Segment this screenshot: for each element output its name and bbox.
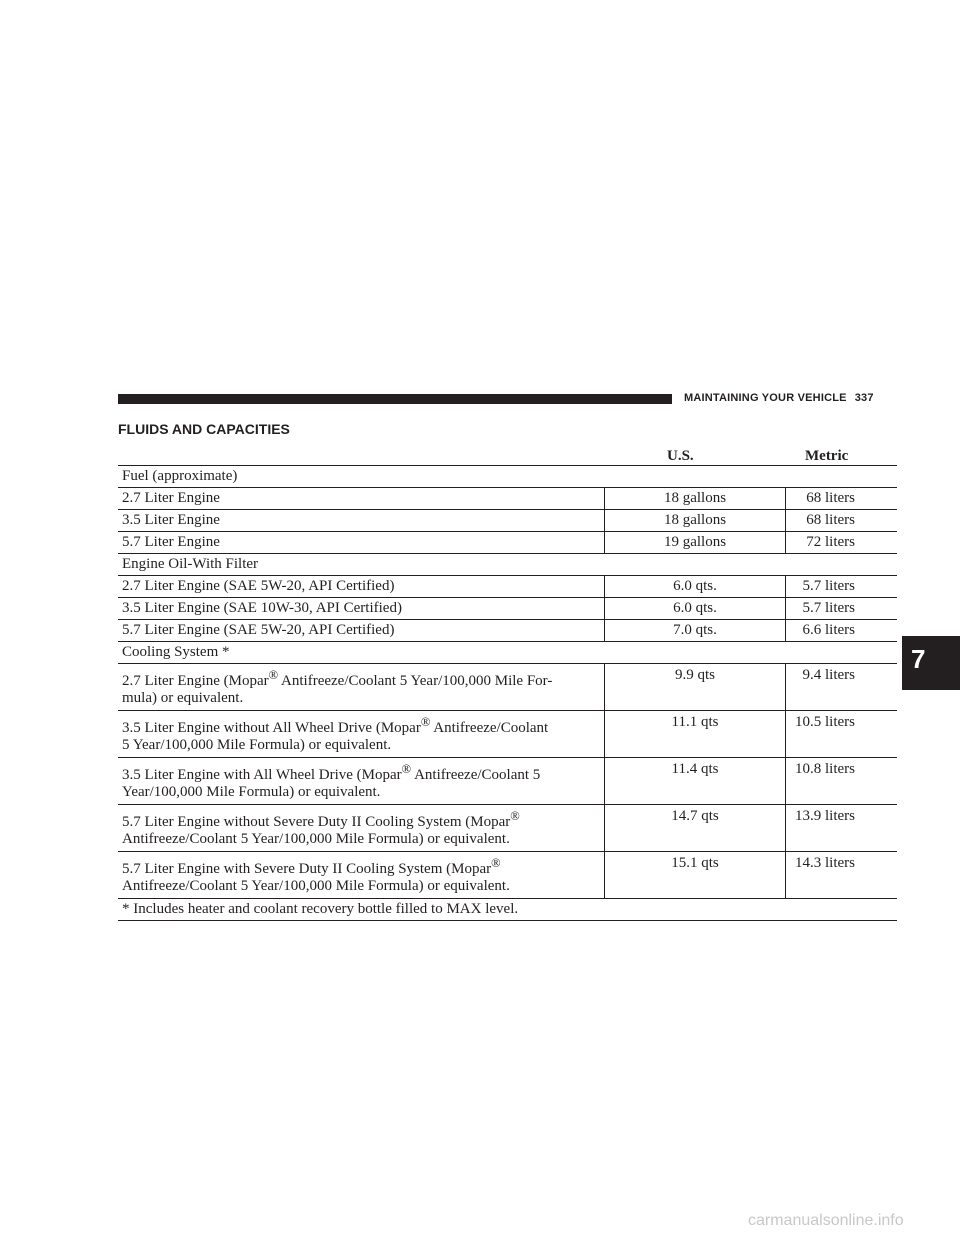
row-us-value: 11.1 qts: [605, 711, 786, 758]
row-label-part: Antifreeze/Coolant: [430, 720, 549, 736]
section-label-engine-oil: Engine Oil-With Filter: [118, 554, 897, 576]
row-metric-value: 68 liters: [786, 488, 898, 510]
section-title: FLUIDS AND CAPACITIES: [118, 421, 290, 437]
row-us-value: 14.7 qts: [605, 805, 786, 852]
table-row: [118, 488, 897, 510]
row-label: 2.7 Liter Engine: [118, 488, 605, 510]
row-metric-value: 5.7 liters: [786, 576, 898, 598]
capacities-table: [118, 466, 897, 921]
row-metric-value: 5.7 liters: [786, 598, 898, 620]
row-metric-value: 13.9 liters: [786, 805, 898, 852]
table-row: [118, 852, 897, 899]
table-row: [118, 664, 897, 711]
row-metric-value: 72 liters: [786, 532, 898, 554]
row-label-part: Antifreeze/Coolant 5: [411, 767, 541, 783]
row-label-part: 5.7 Liter Engine with Severe Duty II Cooling System (Mopar: [122, 861, 492, 877]
row-label: 2.7 Liter Engine (SAE 5W-20, API Certified): [118, 576, 605, 598]
registered-mark: ®: [510, 809, 520, 823]
row-label: 3.5 Liter Engine: [118, 510, 605, 532]
row-label-part: 2.7 Liter Engine (Mopar: [122, 673, 269, 689]
table-row: [118, 899, 897, 921]
table-row: [118, 510, 897, 532]
row-label: [118, 664, 605, 711]
row-label: [118, 852, 605, 899]
row-label-part: 3.5 Liter Engine with All Wheel Drive (Mopar: [122, 767, 402, 783]
row-metric-value: 14.3 liters: [786, 852, 898, 899]
row-label-part: Antifreeze/Coolant 5 Year/100,000 Mile Formula) or equivalent.: [122, 878, 510, 894]
table-row: [118, 576, 897, 598]
registered-mark: ®: [401, 762, 412, 776]
row-label: 3.5 Liter Engine (SAE 10W-30, API Certified): [118, 598, 605, 620]
table-row: [118, 554, 897, 576]
table-row: [118, 532, 897, 554]
row-us-value: 7.0 qts.: [605, 620, 786, 642]
row-us-value: 15.1 qts: [605, 852, 786, 899]
table-footnote: * Includes heater and coolant recovery bottle filled to MAX level.: [118, 899, 897, 921]
column-header-us: U.S.: [667, 448, 694, 464]
row-label: 5.7 Liter Engine (SAE 5W-20, API Certified): [118, 620, 605, 642]
chapter-number: 7: [911, 644, 926, 674]
table-row: [118, 805, 897, 852]
row-us-value: 11.4 qts: [605, 758, 786, 805]
running-header: [684, 392, 874, 404]
row-label: [118, 758, 605, 805]
header-rule-bar: [118, 394, 672, 404]
row-label: [118, 805, 605, 852]
table-row: [118, 711, 897, 758]
row-label-part: 5.7 Liter Engine without Severe Duty II Cooling System (Mopar: [122, 814, 511, 830]
row-label: 5.7 Liter Engine: [118, 532, 605, 554]
registered-mark: ®: [420, 715, 431, 729]
table-row: [118, 598, 897, 620]
table-row: [118, 466, 897, 488]
table-row: [118, 758, 897, 805]
row-label-part: mula) or equivalent.: [122, 690, 244, 706]
row-us-value: 18 gallons: [605, 510, 786, 532]
row-label-part: Antifreeze/Coolant 5 Year/100,000 Mile For-: [278, 673, 553, 689]
row-label-part: Antifreeze/Coolant 5 Year/100,000 Mile Formula) or equivalent.: [122, 831, 510, 847]
row-metric-value: 10.8 liters: [786, 758, 898, 805]
row-us-value: 18 gallons: [605, 488, 786, 510]
row-metric-value: 9.4 liters: [786, 664, 898, 711]
row-label: [118, 711, 605, 758]
row-metric-value: 68 liters: [786, 510, 898, 532]
row-label-part: 3.5 Liter Engine without All Wheel Drive (Mopar: [122, 720, 421, 736]
chapter-tab[interactable]: [902, 636, 960, 690]
section-label-cooling: Cooling System *: [118, 642, 897, 664]
header-section-title: MAINTAINING YOUR VEHICLE: [684, 392, 847, 404]
row-us-value: 6.0 qts.: [605, 598, 786, 620]
row-us-value: 9.9 qts: [605, 664, 786, 711]
row-metric-value: 10.5 liters: [786, 711, 898, 758]
row-label-part: Year/100,000 Mile Formula) or equivalent.: [122, 784, 381, 800]
table-row: [118, 620, 897, 642]
registered-mark: ®: [268, 668, 279, 682]
row-metric-value: 6.6 liters: [786, 620, 898, 642]
section-label-fuel: Fuel (approximate): [118, 466, 897, 488]
registered-mark: ®: [491, 856, 501, 870]
page-number: 337: [854, 392, 874, 404]
column-header-metric: Metric: [805, 448, 849, 464]
row-us-value: 19 gallons: [605, 532, 786, 554]
table-row: [118, 642, 897, 664]
row-us-value: 6.0 qts.: [605, 576, 786, 598]
watermark: carmanualsonline.info: [748, 1212, 904, 1229]
row-label-part: 5 Year/100,000 Mile Formula) or equivalent.: [122, 737, 392, 753]
